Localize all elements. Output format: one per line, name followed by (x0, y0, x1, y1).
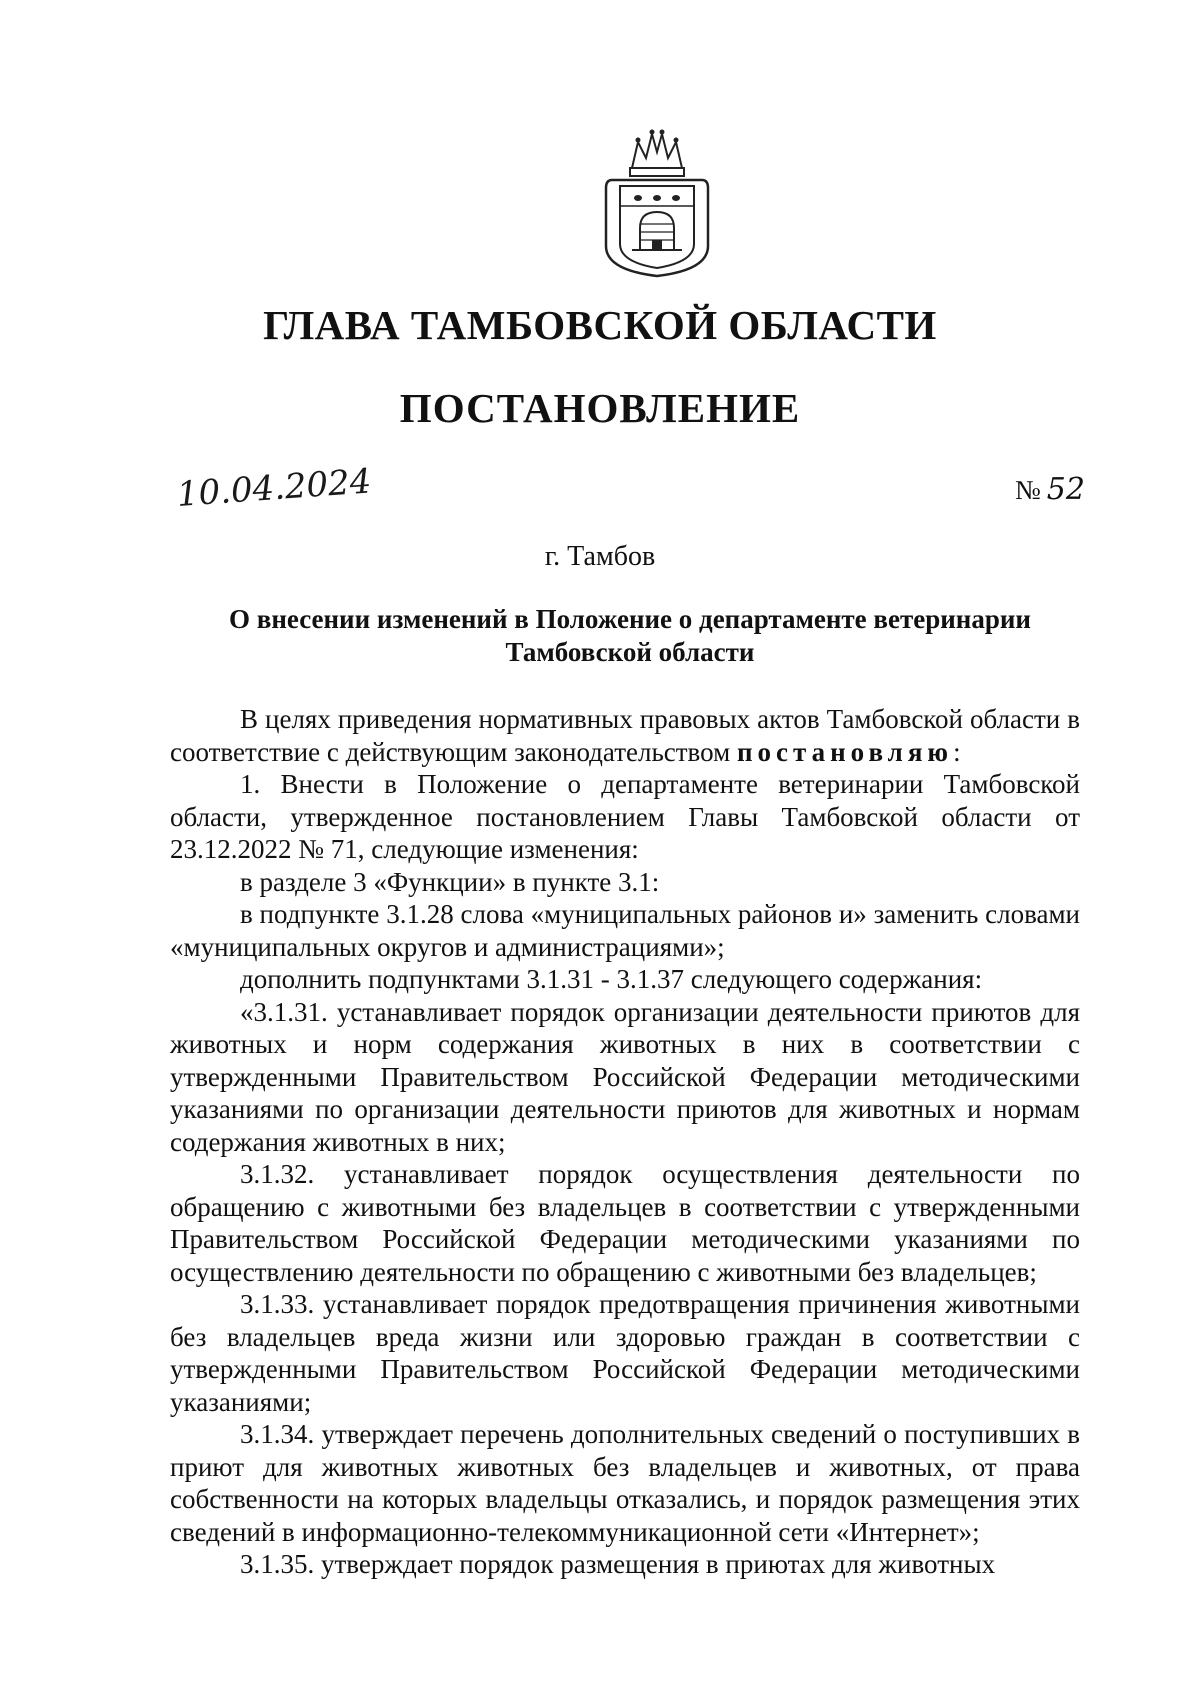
body-paragraph: 3.1.32. устанавливает порядок осуществления деятельности по обращению с животными без владельцев в соответствии с утвержденными Правительством Российской Федерации методическими указаниями по осуществлению деятельности по обращению с животными без владельцев; (170, 1159, 1080, 1287)
number-label: № (1015, 475, 1041, 505)
city-line: г. Тамбов (544, 541, 656, 572)
tambov-coat-of-arms-icon (602, 128, 712, 278)
body-paragraph: дополнить подпунктами 3.1.31 - 3.1.37 следующего содержания: (240, 964, 983, 994)
handwritten-date: 10.04.2024 (175, 461, 373, 515)
body-paragraph: 3.1.34. утверждает перечень дополнительных сведений о поступивших в приют для животных животных без владельцев и животных, от права собственности на которых владельцы отказались, и порядок размещения этих сведений в информационно-телекоммуникационной сети «Интернет»; (170, 1419, 1080, 1547)
document-title: О внесении изменений в Положение о департаменте ветеринарии Тамбовской области (229, 604, 1031, 667)
body-paragraph: в разделе 3 «Функции» в пункте 3.1: (240, 866, 660, 897)
intro-text: В целях приведения нормативных правовых актов Тамбовской области в соответствие с действующим законодательством (170, 704, 1080, 767)
document-number (1015, 470, 1085, 511)
intro-end: : (953, 736, 961, 767)
handwritten-number: 52 (1046, 472, 1085, 507)
intro-paragraph (170, 703, 1080, 768)
document-body (170, 703, 1080, 1581)
document-type-heading: ПОСТАНОВЛЕНИЕ (399, 385, 801, 431)
body-paragraph: 3.1.33. устанавливает порядок предотвращения причинения животными без владельцев вреда жизни или здоровью граждан в соответствии с утвержденными Правительством Российской Федерации методическими указаниями; (170, 1289, 1080, 1417)
body-paragraph: «3.1.31. устанавливает порядок организации деятельности приютов для животных и норм содержания животных в них в соответствии с утвержденными Правительством Российской Федерации методическими указаниями по организации деятельности приютов для животных и нормам содержания животных в них; (170, 996, 1080, 1157)
decree-keyword: постановляю (736, 736, 954, 767)
body-paragraph: 3.1.35. утверждает порядок размещения в приютах для животных (240, 1549, 996, 1579)
body-paragraph: в подпункте 3.1.28 слова «муниципальных районов и» заменить словами «муниципальных округов и администрациями»; (170, 899, 1080, 962)
authority-heading: ГЛАВА ТАМБОВСКОЙ ОБЛАСТИ (263, 302, 937, 348)
body-paragraph: 1. Внести в Положение о департаменте ветеринарии Тамбовской области, утвержденное постановлением Главы Тамбовской области от 23.12.2022 № 71, следующие изменения: (170, 769, 1080, 864)
